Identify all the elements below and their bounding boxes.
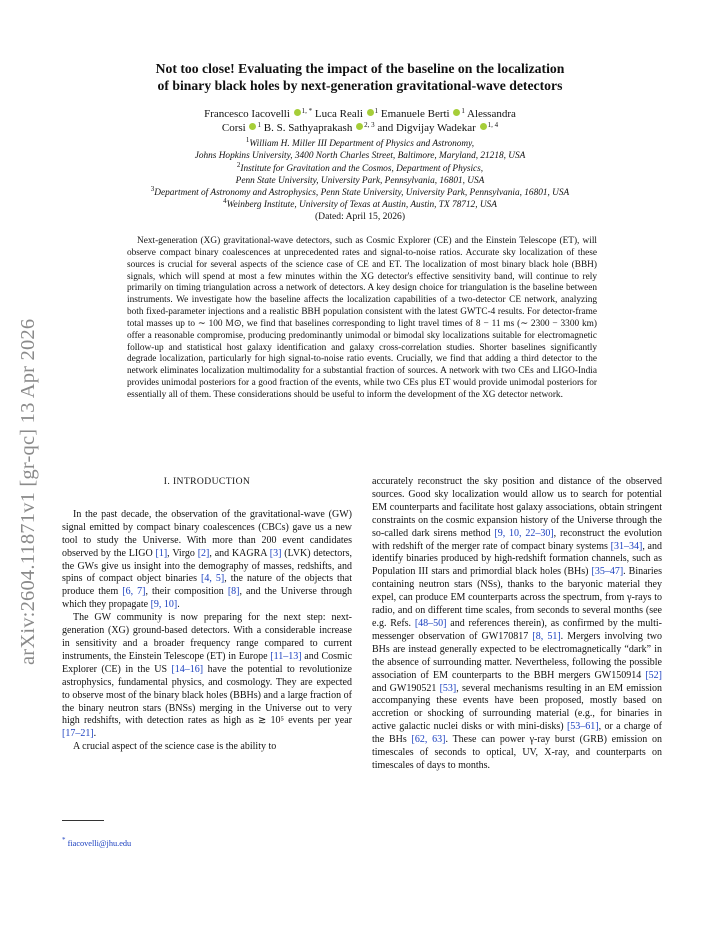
citation-link[interactable]: [52] [645, 669, 662, 681]
citation-link[interactable]: [9, 10, 22–30] [494, 527, 554, 539]
citation-link[interactable]: [17–21] [62, 728, 94, 740]
body-text: and Cosmic Explorer (CE) in the US [62, 650, 353, 675]
footnote-rule [62, 820, 104, 821]
body-text: , and the Universe through which they propagate [62, 586, 352, 611]
author-name: Digvijay Wadekar [395, 122, 476, 134]
author-affil-mark: 1 [461, 107, 465, 115]
intro-paragraph-2 [62, 612, 352, 741]
body-text: The GW community is now preparing for the next step: next-generation (XG) ground-based detectors. With a considerable increase in sensitivity and a broader frequency range compared to current instruments, the Einstein Telescope (ET) in Europe [62, 612, 352, 662]
affiliation-number: 3 [150, 185, 155, 194]
author-name: Corsi [221, 122, 246, 134]
body-text: . [177, 599, 180, 611]
paper-title [80, 60, 640, 94]
affiliation-line [40, 138, 680, 150]
author-affil-mark: 1 [374, 107, 379, 115]
section-heading: I. INTRODUCTION [163, 476, 251, 487]
orcid-icon[interactable] [356, 123, 363, 130]
affiliation-text: Weinberg Institute, University of Texas at Austin, Austin, TX 78712, USA [226, 200, 497, 211]
left-column [62, 476, 352, 754]
body-text: , and KAGRA [209, 547, 270, 559]
body-text: , reconstruct the evolution with redshift of the merger rate of compact binary systems [372, 527, 662, 552]
body-text: A crucial aspect of the science case is the ability to [73, 741, 277, 753]
affiliation-line [40, 150, 680, 162]
citation-link[interactable]: [4, 5] [201, 573, 225, 585]
citation-link[interactable]: [11–13] [270, 650, 302, 662]
author-affil-mark: 1, * [301, 107, 313, 115]
author-name: Alessandra [467, 108, 516, 120]
intro-paragraph-continued [372, 476, 662, 773]
citation-link[interactable]: [48–50] [414, 617, 447, 629]
citation-link[interactable]: [8] [227, 586, 240, 598]
citation-link[interactable]: [6, 7] [122, 586, 146, 598]
dated-line: (Dated: April 15, 2026) [314, 211, 406, 222]
citation-link[interactable]: [53] [439, 682, 457, 694]
body-text: accurately reconstruct the sky position and distance of the observed sources. Good sky localization would allow us to search for potential EM counterparts and facilitate host galaxy associations, obtain stringent constraints on the cosmic expansion history of the Universe through the so-called dark sirens method [372, 476, 662, 539]
affiliation-text: Institute for Gravitation and the Cosmos, Department of Physics, [240, 163, 484, 174]
citation-link[interactable]: [3] [269, 547, 282, 559]
body-text: , or a charge of the BHs [372, 721, 662, 746]
citation-link[interactable]: [2] [197, 547, 210, 559]
right-column [372, 476, 662, 773]
body-text: and references therein), as confirmed by the multi-messenger observation of GW170817 [372, 617, 662, 642]
author-name: Emanuele Berti [380, 108, 450, 120]
body-text: , several mechanisms resulting in an EM emission accompanying these events have been proposed, mostly based on accretion or shocking of surrounding material (e.g., for binaries in active galactic nuclei disks or with mini-disks) [372, 682, 662, 733]
author-list [80, 107, 640, 135]
affiliation-line [40, 187, 680, 199]
body-text: . Mergers involving two BHs are instead generally expected to be electromagnetically “dark” in the absence of surrounding matter. Nevertheless, following the possible association of EM counterparts to the BBH mergers GW150914 [372, 630, 662, 681]
footnote [62, 836, 132, 848]
orcid-icon[interactable] [367, 109, 374, 116]
title-line-1: Not too close! Evaluating the impact of the baseline on the localization [155, 61, 565, 76]
body-text: , their composition [145, 586, 228, 598]
affiliation-number: 2 [236, 160, 241, 169]
orcid-icon[interactable] [480, 123, 487, 130]
body-text: . [93, 728, 97, 740]
body-text: and GW190521 [372, 682, 440, 694]
author-conjunction: and [377, 122, 394, 134]
affiliation-number: 1 [245, 136, 250, 144]
intro-paragraph-3 [62, 741, 352, 754]
citation-link[interactable]: [14–16] [171, 663, 204, 675]
author-affil-mark: 1 [257, 121, 261, 129]
affiliation-line [40, 175, 680, 187]
body-text: have the potential to revolutionize astrophysics, fundamental physics, and cosmology. They are expected to observe most of the binary black holes (BBHs) and a large fraction of the binary neutron stars (BNSs) merging in the Universe out to very high redshifts, with detection rates as high as ≳ 10⁵ events per year [62, 663, 352, 727]
citation-link[interactable]: [35–47] [591, 566, 624, 578]
affiliation-text: William H. Miller III Department of Physics and Astronomy, [249, 139, 475, 149]
abstract: Next-generation (XG) gravitational-wave detectors, such as Cosmic Explorer (CE) and the Einstein Telescope (ET), will observe compact binary coalescences at unprecedented rates and signal-to-noise ratios. Accurate sky localization of these sources is crucial for several aspects of the science case of CE and ET. The localization of most binary black hole (BBH) signals, which will spend at most a few minutes within the XG detector's effective sensitivity band, will continue to rely primarily on timing triangulation across a network of detectors. A key design choice for triangulation is the baseline between instruments. We investigate how the baseline affects the localization capabilities of a two-detector CE network, analyzing both fixed-parameter injections and a realistic BBH population consistent with the latest GWTC-4 results. For detector-frame total masses up to ∼ 100 M⊙, we find that baselines corresponding to light travel times of 8 − 11 ms (∼ 2300 − 3300 km) offer a reasonable compromise, producing predominantly unimodal or bimodal sky localizations suitable for electromagnetic follow-up and statistical host galaxy identification and galaxy cross-correlation studies. Shorter baselines significantly degrade localization, particularly for high signal-to-noise ratio events. Crucially, we find that adding a third detector to the network eliminates localization multimodality for a substantial fraction of sources. A network with two CEs and LIGO-India provides unimodal posteriors for a good fraction of the events, while two CEs plus ET would provide unimodal posteriors for essentially all of them. These considerations should be useful to inform the development of the XG detector network. [127, 236, 597, 400]
orcid-icon[interactable] [294, 109, 301, 116]
arxiv-side-stamp: arXiv:2604.11871v1 [gr-qc] 13 Apr 2026 [17, 318, 39, 665]
citation-link[interactable]: [8, 51] [532, 630, 561, 642]
author-name: Luca Reali [314, 108, 363, 120]
title-line-2: of binary black holes by next-generation gravitational-wave detectors [157, 78, 563, 93]
affiliation-number: 4 [223, 197, 227, 206]
affiliations [40, 138, 680, 212]
author-name: B. S. Sathyaprakash [263, 122, 353, 134]
body-text: In the past decade, the observation of the gravitational-wave (GW) signal emitted by compact binary coalescences (CBCs) gave us a new tool to study the Universe. With more than 200 event candidates observed by the LIGO [62, 508, 352, 559]
body-text: , the nature of the objects that produce them [62, 573, 352, 598]
orcid-icon[interactable] [453, 109, 460, 116]
author-affil-mark: 1, 4 [487, 121, 499, 129]
citation-link[interactable]: [62, 63] [411, 734, 446, 746]
orcid-icon[interactable] [249, 123, 256, 130]
citation-link[interactable]: [53–61] [566, 721, 599, 733]
body-text: . Binaries containing neutron stars (NSs), thanks to the baryonic material they expel, can produce EM counterparts across the spectrum, from γ-rays to radio, and on different time scales, from seconds to several months (see e.g. Refs. [372, 566, 662, 629]
citation-link[interactable]: [9, 10] [150, 599, 178, 611]
affiliation-line [40, 160, 680, 175]
affiliation-text: Department of Astronomy and Astrophysics, Penn State University, University Park, Pennsylvania, 16801, USA [154, 188, 570, 199]
body-text: , and identify binaries produced by high-redshift formation channels, such as Population III stars and primordial black holes (BHs) [372, 540, 662, 578]
author-affil-mark: 2, 3 [364, 121, 375, 129]
body-text: (LVK) detectors, the GWs give us insight into the demography of masses, redshifts, and spins of compact object binaries [62, 547, 353, 585]
affiliation-text: Penn State University, University Park, Pennsylvania, 16801, USA [235, 175, 485, 186]
body-text: , Virgo [167, 547, 198, 559]
citation-link[interactable]: [31–34] [610, 540, 643, 552]
affiliation-text: Johns Hopkins University, 3400 North Charles Street, Baltimore, Maryland, 21218, USA [194, 151, 526, 162]
affiliation-line [40, 199, 680, 211]
body-text: . These can power γ-ray burst (GRB) emission on timescales of seconds to optical, UV, X-ray, and counterparts on timescales of days to months. [372, 734, 663, 771]
citation-link[interactable]: [1] [155, 547, 168, 559]
intro-paragraph-1 [62, 509, 352, 612]
footnote-mark: * [62, 836, 66, 844]
corresponding-email-link[interactable]: fiacovelli@jhu.edu [67, 839, 132, 848]
author-name: Francesco Iacovelli [204, 108, 290, 120]
